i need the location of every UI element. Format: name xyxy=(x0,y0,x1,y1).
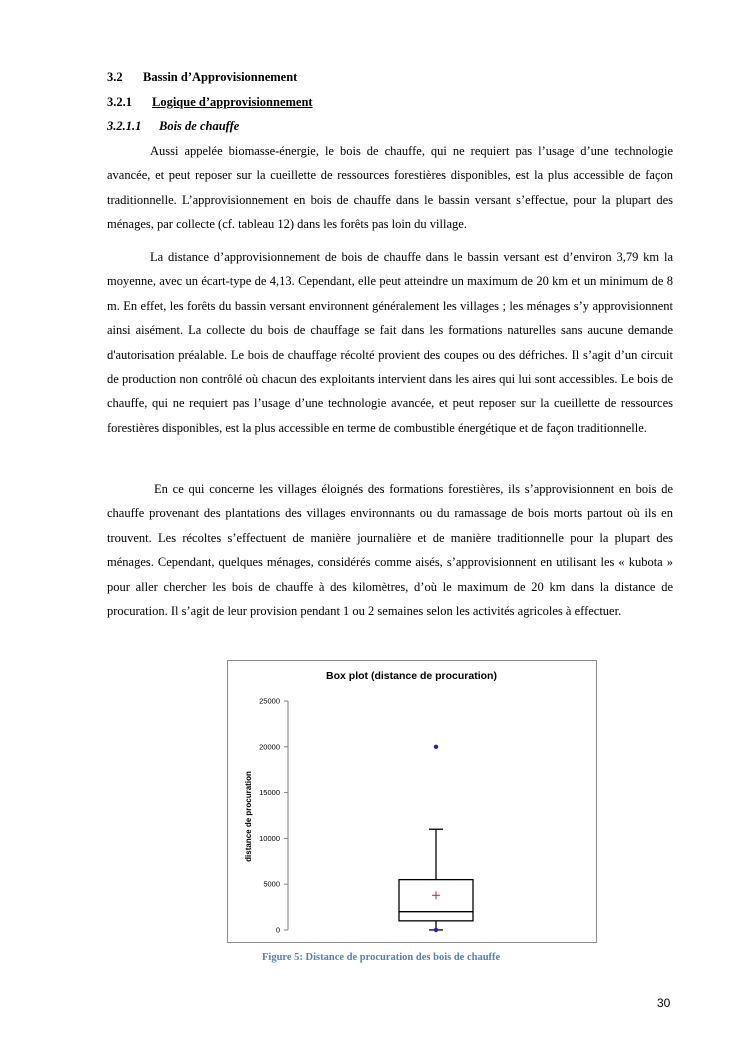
y-tick-label: 20000 xyxy=(259,742,280,752)
subsubsection-title: Bois de chauffe xyxy=(159,119,240,133)
y-tick-label: 25000 xyxy=(259,696,280,706)
section-number: 3.2 xyxy=(107,70,123,84)
y-axis-label: distance de procuration xyxy=(244,771,253,862)
y-tick-label: 0 xyxy=(275,925,280,935)
y-tick-label: 5000 xyxy=(263,879,280,889)
min-point xyxy=(434,928,438,932)
y-tick-label: 10000 xyxy=(259,833,280,843)
subsection-title: Logique d’approvisionnement xyxy=(152,95,313,109)
paragraph-3-text: En ce qui concerne les villages éloignés des formations forestières, ils s’approvisionnent en bois de chauffe provenant des plantations des villages environnants ou du ramassage de bois morts partout où ils en trouvent. Les récoltes s’effectuent de manière journalière et de manière traditionnelle pour la plupart des ménages. Cependant, quelques ménages, considérés comme aisés, s’approvisionnent en utilisant les « kubota » pour aller chercher les bois de chauffe à des kilomètres, d’où le maximum de 20 km dans la distance de procuration. Il s’agit de leur provision pendant 1 ou 2 semaines selon les activités agricoles à effectuer. xyxy=(107,482,673,619)
subsubsection-number: 3.2.1.1 xyxy=(107,119,142,133)
section-title: Bassin d’Approvisionnement xyxy=(143,70,298,84)
outlier-point xyxy=(434,745,438,749)
y-tick-label: 15000 xyxy=(259,788,280,798)
chart-title: Box plot (distance de procuration) xyxy=(326,670,497,682)
paragraph-2-text: La distance d’approvisionnement de bois de chauffe dans le bassin versant est d’environ 3,79 km la moyenne, avec un écart-type de 4,13. Cependant, elle peut atteindre un maximum de 20 km et un minimum de 8 m. En effet, les forêts du bassin versant environnent généralement les villages ; les ménages s’y approvisionnent ainsi aisément. La collecte du bois de chauffage se fait dans les formations naturelles sans aucune demande d'autorisation préalable. Le bois de chauffage récolté provient des coupes ou des défriches. Il s’agit d’un circuit de production non contrôlé où chacun des exploitants intervient dans les aires qui lui sont accessibles. Le bois de chauffe, qui ne requiert pas l’usage d’une technologie avancée, et peut reposer sur la cueillette de ressources forestières disponibles, est la plus accessible en terme de combustible énergétique et de façon traditionnelle. xyxy=(107,250,673,435)
iqr-box xyxy=(399,880,473,921)
paragraph-1-text: Aussi appelée biomasse-énergie, le bois de chauffe, qui ne requiert pas l’usage d’une technologie avancée, et peut reposer sur la cueillette de ressources forestières disponibles, est la plus accessible de façon traditionnelle. L’approvisionnement en bois de chauffe dans le bassin versant s’effectue, pour la plupart des ménages, par collecte (cf. tableau 12) dans les forêts pas loin du village. xyxy=(107,144,673,232)
page-number: 30 xyxy=(657,996,671,1010)
figure-caption: Figure 5: Distance de procuration des bois de chauffe xyxy=(262,952,501,963)
subsection-number: 3.2.1 xyxy=(107,95,132,109)
